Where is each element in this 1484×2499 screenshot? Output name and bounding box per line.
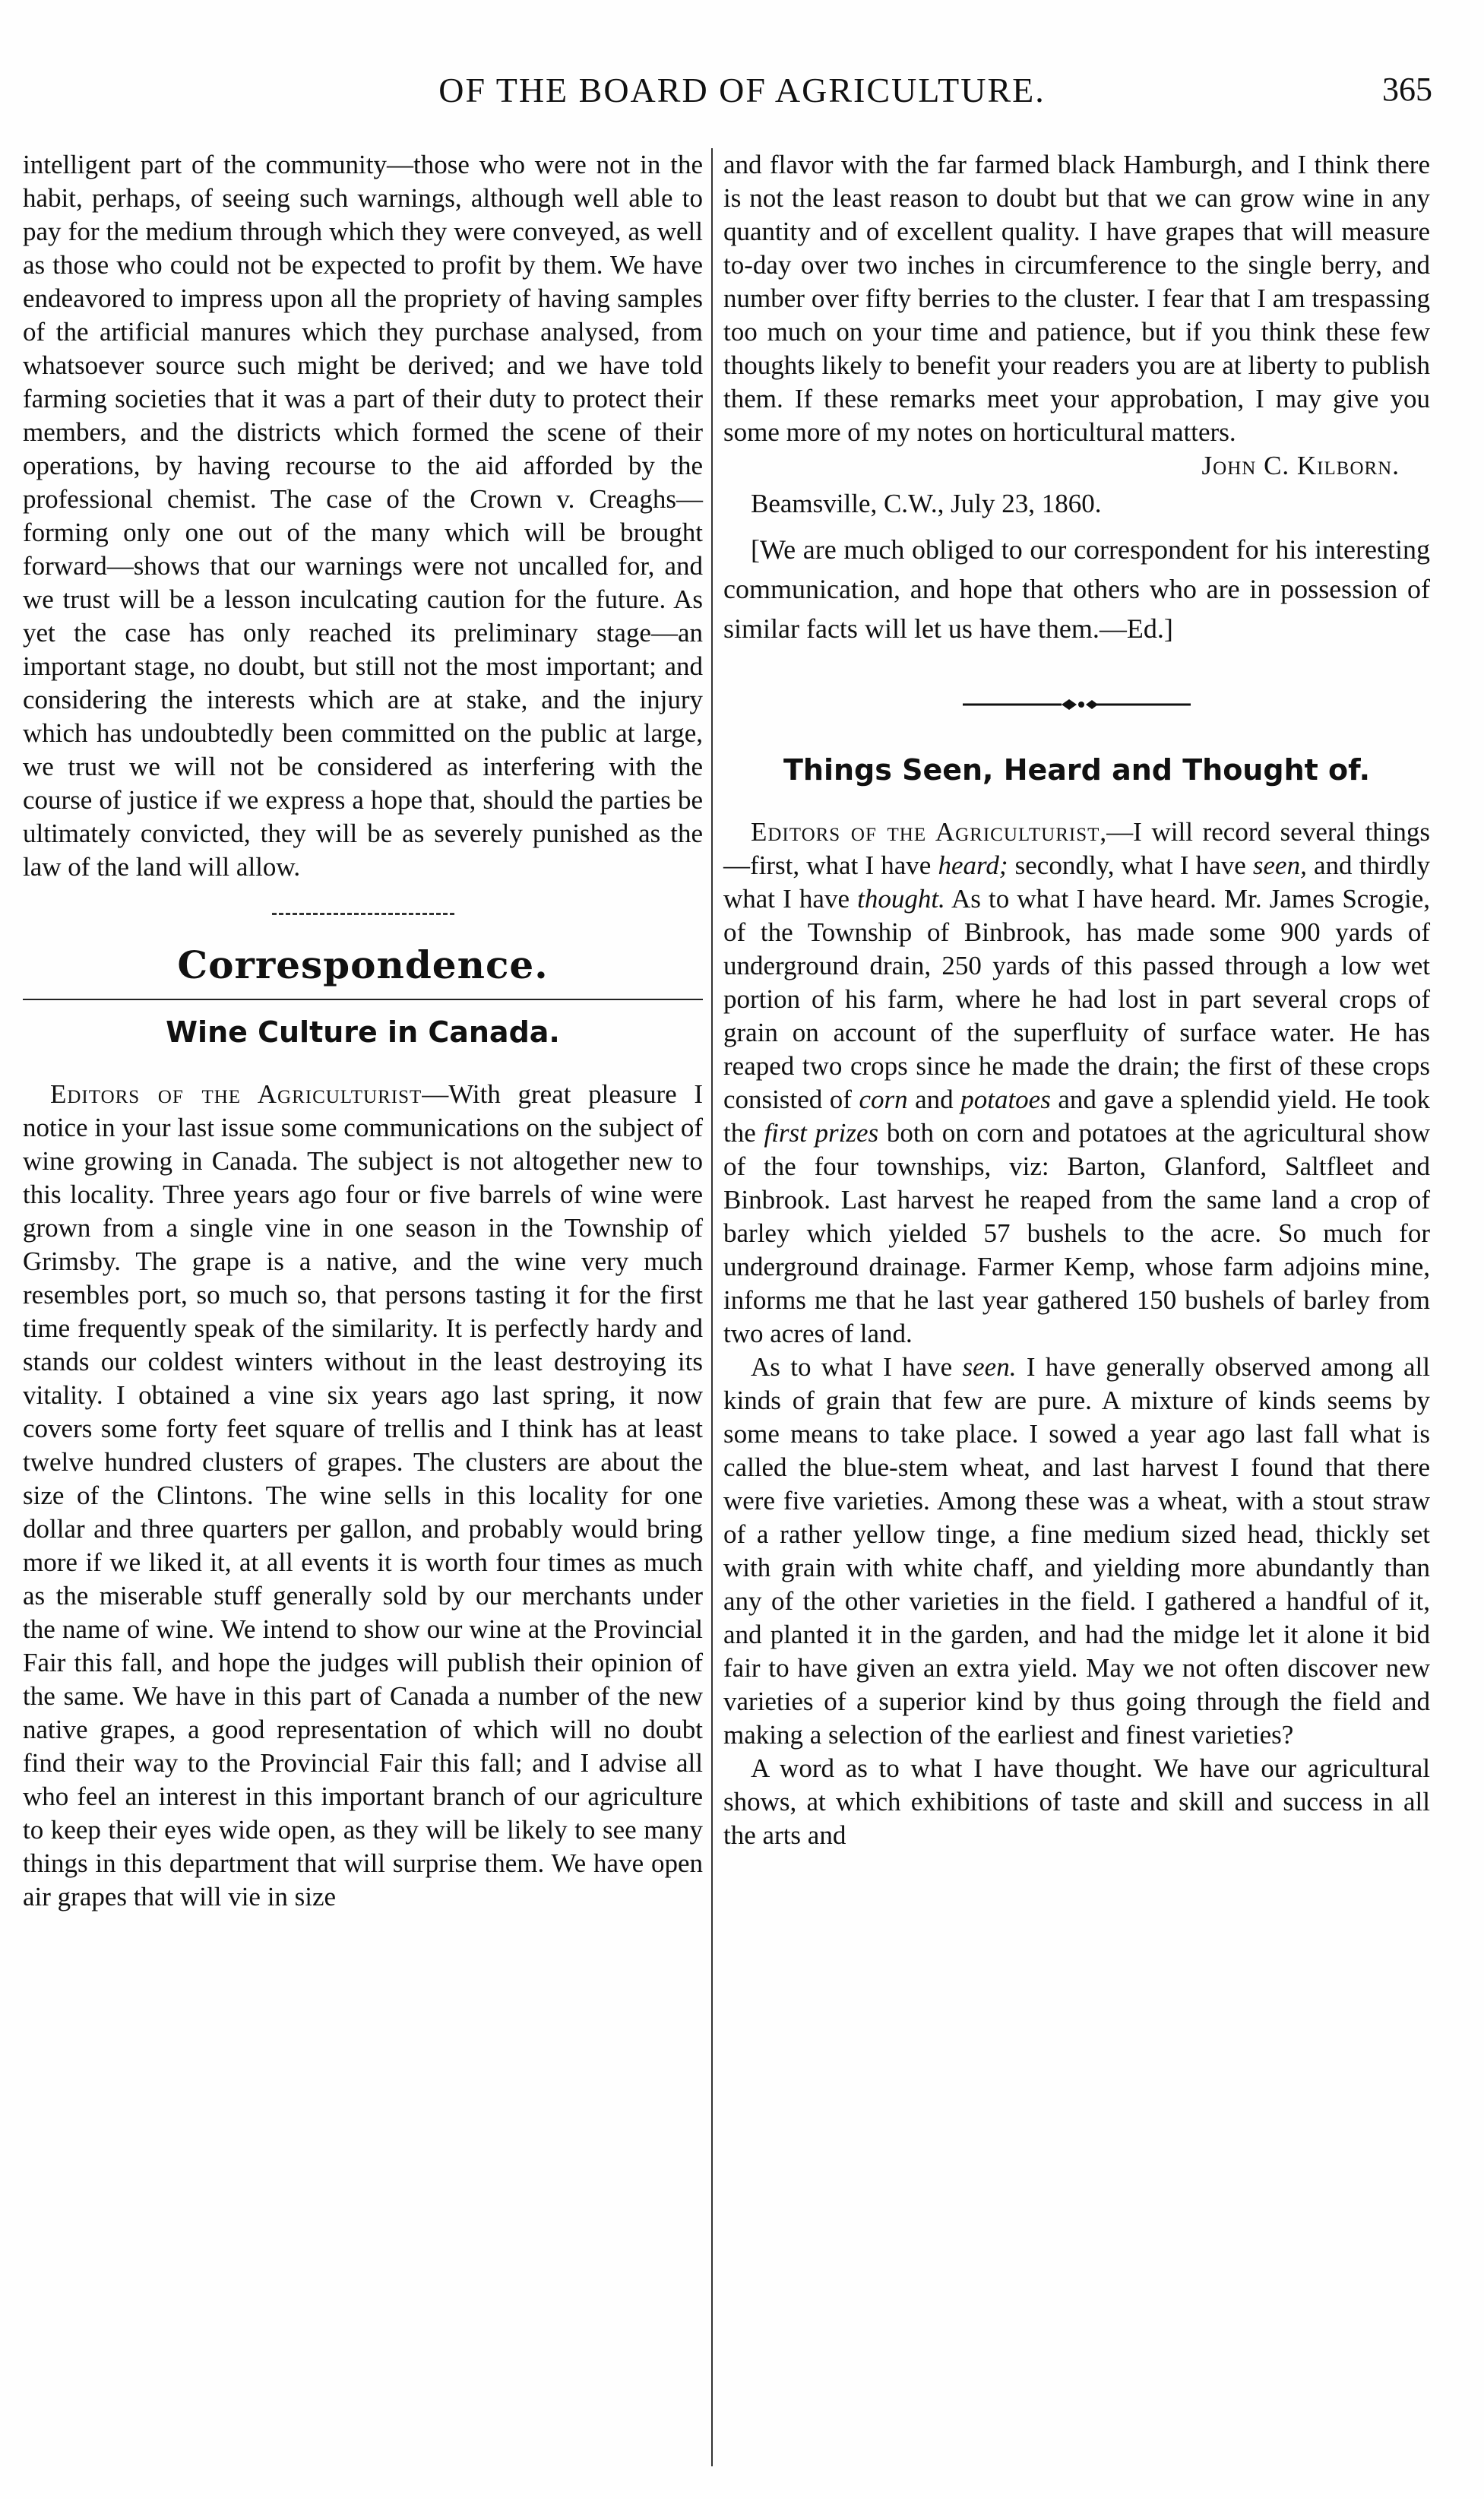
wine-letter-salutation: Editors of the Agriculturist — [50, 1079, 422, 1109]
things-text: and — [907, 1085, 961, 1114]
section-divider — [272, 913, 454, 915]
letter-dateline: Beamsville, C.W., July 23, 1860. — [751, 489, 1102, 518]
wine-letter-continuation: and flavor with the far farmed black Hamburgh, and I think there is not the least reason to doubt but that we can grow wine in any quantity and of excellent quality. I have grapes that will measure to-day over two inches in circumference to the single berry, and number over fifty berries to the cluster. I fear that I am trespassing too much on your time and patience, but if you think these few thoughts likely to benefit your readers you are at liberty to publish them. If these remarks meet your approbation, I may give you some more of my notes on horticultural matters. — [723, 150, 1430, 447]
ornamental-divider-icon — [948, 695, 1206, 714]
right-column — [723, 148, 1430, 1852]
page-header-title: OF THE BOARD OF AGRICULTURE. — [438, 71, 1046, 109]
italic-corn: corn — [859, 1085, 908, 1114]
things-text: ,—I will record several things—first, what I have — [723, 817, 1431, 880]
italic-first-prizes: first prizes — [764, 1118, 879, 1148]
things-text: secondly, what I have — [1008, 850, 1253, 880]
things-text: As to what I have heard. Mr. James Scrogie, of the Township of Binbrook, has made some 900 yards of underground drain, 250 yards of this passed through a low wet portion of his farm, where he had lost in part several crops of grain on account of the superfluity of surface water. He has reaped two crops since he made the drain; the first of these crops consisted of — [723, 884, 1430, 1114]
running-header — [0, 70, 1484, 123]
wine-culture-title: Wine Culture in Canada. — [166, 1015, 560, 1049]
wine-letter-paragraph — [23, 1078, 703, 1914]
italic-seen: seen, — [1252, 850, 1307, 880]
things-text: I have generally observed among all kinds of grain that few are pure. A mixture of kinds seems by some means to take place. I sowed a year ago last fall what is called the blue-stem wheat, and last harvest I found that there were five varieties. Among these was a wheat, with a stout straw of a rather yellow tinge, a fine medium sized head, thickly set with grain with white chaff, and yielding more abundantly than any of the other varieties in the field. I gathered a handful of it, and planted it in the garden, and had the midge let it alone it bid fair to have given an extra yield. May we not often discover new varieties of a superior kind by thus going through the field and making a selection of the earliest and finest varieties? — [723, 1352, 1430, 1750]
editor-note: [We are much obliged to our correspondent for his interesting communication, and hope that others who are in possession of similar facts will let us have them.—Ed.] — [723, 534, 1430, 644]
left-column — [23, 148, 703, 1914]
things-paragraph-1 — [723, 816, 1430, 1351]
wine-letter-body: —With great pleasure I notice in your last issue some communications on the subject of wine growing in Canada. The subject is not altogether new to this locality. Three years ago four or five barrels of wine were grown from a single vine in one season in the Township of Grimsby. The grape is a native, and the wine very much resembles port, so much so, that persons tasting it for the first time frequently speak of the similarity. It is perfectly hardy and stands our coldest winters without in the least destroying its vitality. I obtained a vine six years ago last spring, it now covers some forty feet square of trellis and I think has at least twelve hundred clusters of grapes. The clusters are about the size of the Clintons. The wine sells in this locality for one dollar and three quarters per gallon, and probably would bring more if we liked it, at all events it is worth four times as much as the miserable stuff generally sold by our merchants under the name of wine. We intend to show our wine at the Provincial Fair this fall, and hope the judges will publish their opinion of the same. We have in this part of Canada a number of the new native grapes, a good representation of which will no doubt find their way to the Provincial Fair this fall; and I advise all who feel an interest in this important branch of our agriculture to keep their eyes wide open, as they will be likely to see many things in this department that will surprise them. We have open air grapes that will vie in size — [23, 1079, 704, 1911]
things-text: and thirdly what I have — [723, 850, 1430, 914]
things-seen-title: Things Seen, Heard and Thought of. — [783, 753, 1371, 787]
things-paragraph-3: A word as to what I have thought. We have our agricultural shows, at which exhibitions of taste and skill and success in all the arts and — [723, 1753, 1430, 1850]
italic-heard: heard; — [938, 850, 1008, 880]
italic-seen: seen. — [962, 1352, 1017, 1382]
things-paragraph-2 — [723, 1351, 1430, 1752]
heading-rule — [23, 999, 703, 1000]
italic-potatoes: potatoes — [960, 1085, 1051, 1114]
italic-thought: thought. — [857, 884, 945, 914]
things-salutation: Editors of the Agriculturist — [751, 817, 1100, 847]
things-text: both on corn and potatoes at the agricultural show of the four townships, viz: Barton, Glanford, Saltfleet and Binbrook. Last harvest he reaped from the same land a crop of barley which yielded 57 bushels to the acre. So much for underground drainage. Farmer Kemp, whose farm adjoins mine, informs me that he last year gathered 150 bushels of barley from two acres of land. — [723, 1118, 1431, 1348]
column-divider — [711, 148, 713, 2466]
correspondence-heading: Correspondence. — [177, 942, 549, 987]
things-text: As to what I have — [751, 1352, 963, 1382]
letter-signature: John C. Kilborn. — [1201, 451, 1400, 480]
page-number: 365 — [1382, 71, 1432, 108]
editorial-continuation-paragraph: intelligent part of the community—those who were not in the habit, perhaps, of seeing such warnings, although well able to pay for the medium through which they were conveyed, as well as those who could not be expected to profit by them. We have endeavored to impress upon all the propriety of having samples of the artificial manures which they purchase analysed, from whatsoever source such might be derived; and we have told farming societies that it was a part of their duty to protect their members, and the districts which formed the scene of their operations, by having recourse to the aid afforded by the professional chemist. The case of the Crown v. Creaghs—forming only one out of the many which will be brought forward—shows that our warnings were not uncalled for, and we trust will be a lesson inculcating caution for the future. As yet the case has only reached its preliminary stage—an important stage, no doubt, but still not the most important; and considering the interests which are at stake, and the injury which has undoubtedly been committed on the public at large, we trust we will not be considered as interfering with the course of justice if we express a hope that, should the parties be ultimately convicted, they will be as severely punished as the law of the land will allow. — [23, 150, 703, 882]
things-text: and gave a splendid yield. He took the — [723, 1085, 1430, 1148]
